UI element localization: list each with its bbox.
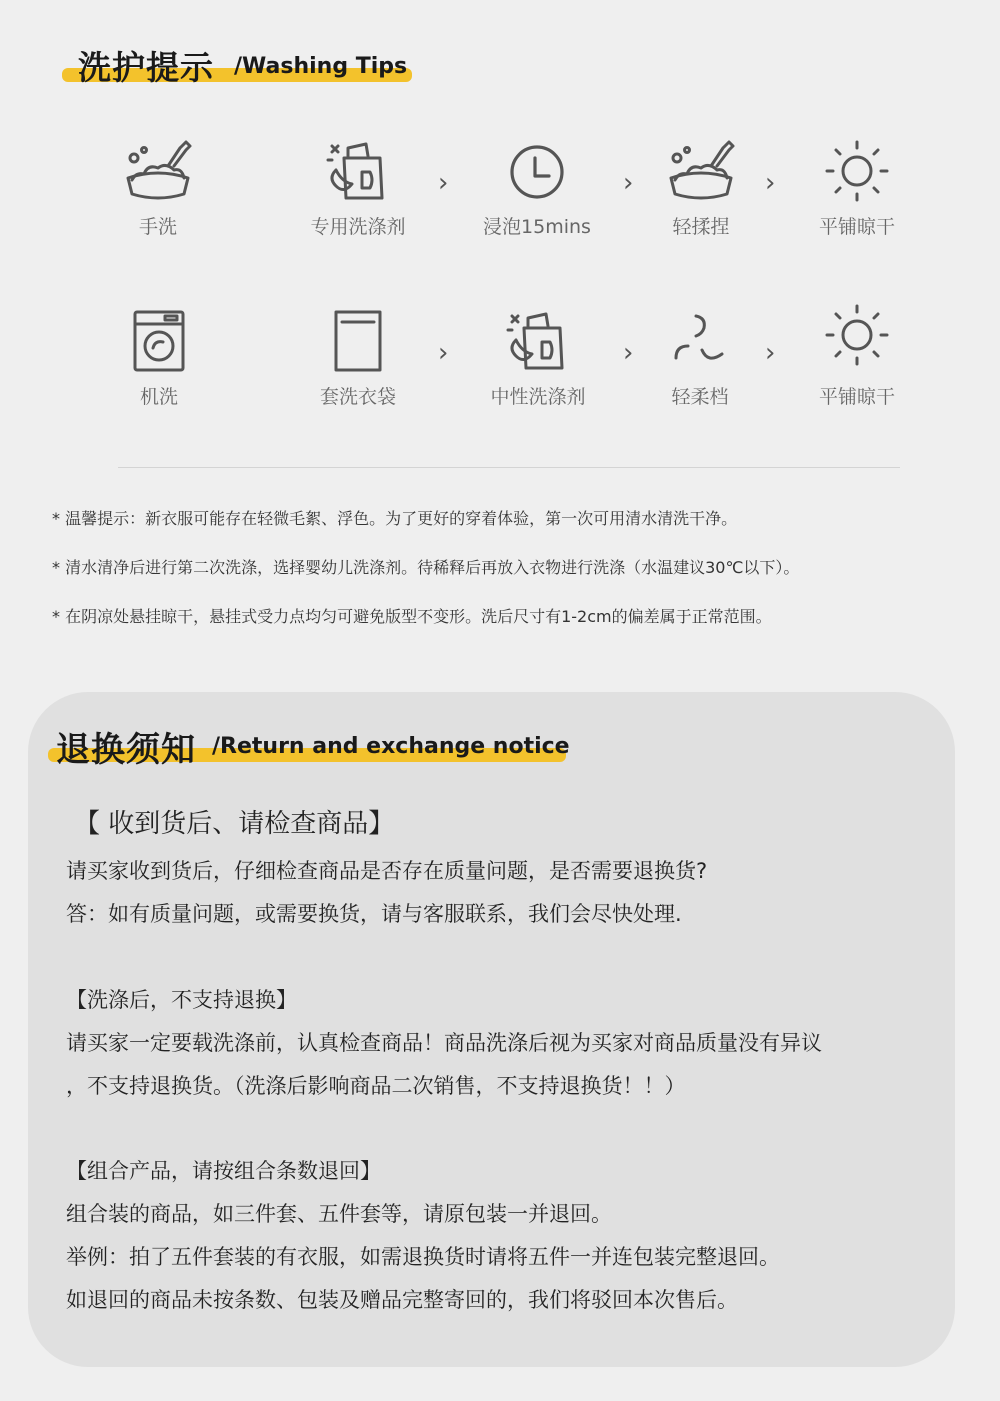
step-arrow-icon: › (765, 338, 776, 368)
gentle-cycle-icon (664, 308, 736, 374)
care-note: * 在阴凉处悬挂晾干，悬挂式受力点均匀可避免版型不变形。洗后尺寸有1-2cm的偏差属于正常范围。 (52, 607, 772, 626)
care-step-label: 机洗 (139, 386, 178, 408)
care-step-label: 轻柔档 (671, 386, 729, 408)
care-step-laundry-bag (283, 308, 433, 409)
step-arrow-icon: › (438, 338, 449, 368)
washing-tips-title (62, 40, 422, 90)
care-step-label: 中性洗涤剂 (490, 386, 586, 408)
care-step-gentle-knead (626, 138, 776, 239)
return-text: 举例：拍了五件套装的有衣服，如需退换货时请将五件一并连包装完整退回。 (66, 1245, 780, 1269)
laundry-bag-icon (322, 308, 394, 374)
washing-title-en: /Washing Tips (234, 54, 408, 79)
step-arrow-icon: › (623, 338, 634, 368)
care-step-label: 平铺晾干 (818, 386, 895, 408)
return-text: ，不支持退换货。（洗涤后影响商品二次销售，不支持退换货！！） (66, 1074, 686, 1098)
divider (118, 467, 900, 468)
step-arrow-icon: › (765, 168, 776, 198)
return-text: 组合装的商品，如三件套、五件套等，请原包装一并退回。 (66, 1202, 612, 1226)
return-heading: 【洗涤后，不支持退换】 (66, 988, 297, 1012)
care-step-neutral-detergent (463, 308, 613, 409)
care-step-soak (462, 138, 612, 239)
return-text: 请买家一定要载洗涤前，认真检查商品！商品洗涤后视为买家对商品质量没有异议 (66, 1031, 822, 1055)
care-step-label: 套洗衣袋 (319, 386, 396, 408)
care-step-detergent (283, 138, 433, 239)
gentle-knead-icon (665, 138, 737, 204)
sun-icon (821, 138, 893, 204)
care-step-dry-flat (782, 302, 932, 409)
care-step-label: 平铺晾干 (818, 216, 895, 238)
sun-icon (821, 302, 893, 368)
care-step-machine-wash (84, 308, 234, 409)
step-arrow-icon: › (623, 168, 634, 198)
care-step-hand-wash (83, 138, 233, 239)
return-title-en: /Return and exchange notice (212, 734, 570, 759)
return-text: 答：如有质量问题，或需要换货，请与客服联系，我们会尽快处理. (66, 902, 682, 926)
detergent-icon (322, 138, 394, 204)
care-step-gentle-cycle (625, 308, 775, 409)
return-title-zh: 退换须知 (56, 730, 196, 770)
return-text: 请买家收到货后，仔细检查商品是否存在质量问题，是否需要退换货? (66, 859, 708, 883)
hand-wash-icon (122, 138, 194, 204)
care-step-dry-flat (782, 138, 932, 239)
return-text: 如退回的商品未按条数、包装及赠品完整寄回的，我们将驳回本次售后。 (66, 1288, 738, 1312)
return-notice-title (48, 718, 578, 768)
return-heading: 【组合产品，请按组合条数退回】 (66, 1159, 381, 1183)
detergent-icon (502, 308, 574, 374)
care-note: * 清水清净后进行第二次洗涤，选择婴幼儿洗涤剂。待稀释后再放入衣物进行洗涤（水温建议30℃以下）。 (52, 558, 800, 577)
washing-title-zh: 洗护提示 (78, 48, 214, 87)
return-heading: 【 收到货后、请检查商品】 (74, 809, 395, 839)
washing-machine-icon (123, 308, 195, 374)
step-arrow-icon: › (438, 168, 449, 198)
care-step-label: 浸泡15mins (483, 216, 591, 238)
care-step-label: 专用洗涤剂 (310, 216, 406, 238)
care-step-label: 手洗 (138, 216, 177, 238)
care-note: * 温馨提示：新衣服可能存在轻微毛絮、浮色。为了更好的穿着体验，第一次可用清水清洗干净。 (52, 509, 738, 528)
clock-icon (501, 138, 573, 204)
care-step-label: 轻揉捏 (672, 216, 730, 238)
